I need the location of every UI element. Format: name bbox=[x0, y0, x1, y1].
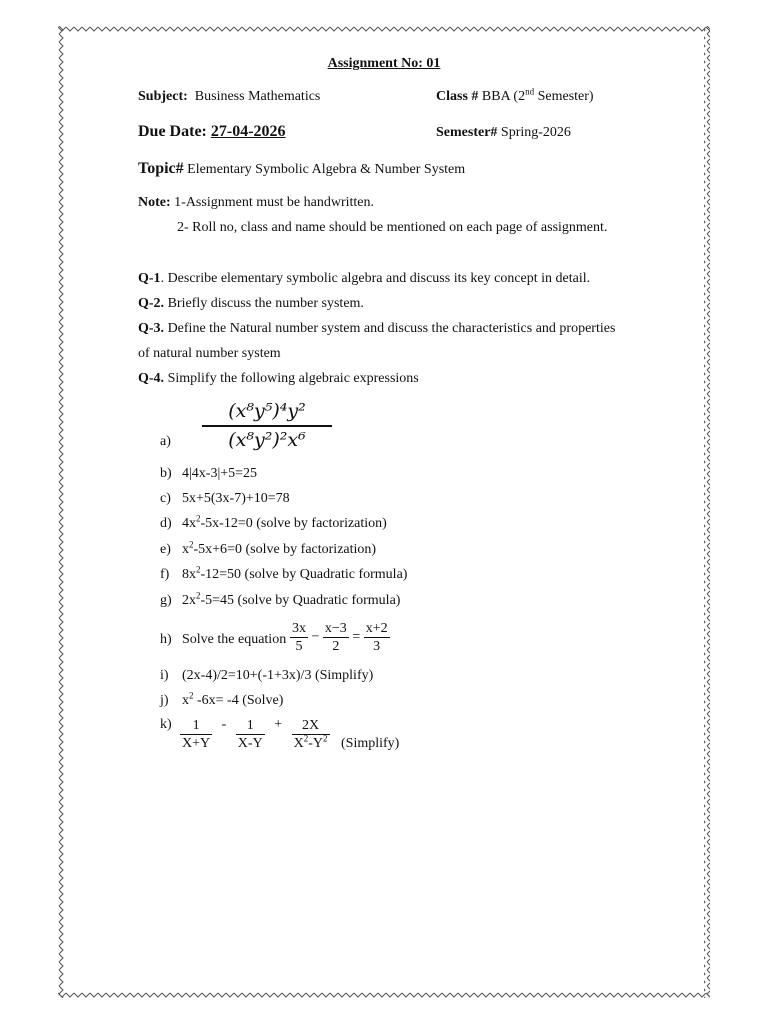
question-text: Simplify the following algebraic expressions bbox=[164, 371, 419, 386]
item-text: (2x-4)/2=10+(-1+3x)/3 (Simplify) bbox=[182, 668, 374, 683]
item-text: $2x^2-5=45$ (solve by Quadratic formula) bbox=[182, 590, 401, 608]
note-text-1: 1-Assignment must be handwritten. bbox=[174, 195, 375, 210]
topic-label: Topic# bbox=[138, 160, 184, 177]
item-a-numerator: (x⁸y⁵)⁴y² bbox=[228, 400, 306, 422]
question-3 bbox=[138, 321, 615, 337]
question-text: Define the Natural number system and discuss the characteristics and properties bbox=[164, 321, 616, 336]
note-text-2: 2- Roll no, class and name should be mentioned on each page of assignment. bbox=[177, 220, 608, 235]
note-line-1 bbox=[138, 195, 374, 211]
item-k-expression: $\frac{1}{X+Y}$ - $\frac{1}{X-Y}$ + $\frac{2X}{X^2-Y^2}$ (Simplify) bbox=[182, 717, 400, 751]
item-label: c) bbox=[160, 491, 171, 506]
class-label: Class # bbox=[436, 89, 479, 104]
item-k-tail: (Simplify) bbox=[341, 736, 400, 751]
question-label: Q-3. bbox=[138, 321, 165, 336]
item-e bbox=[160, 539, 377, 558]
subject-label: Subject: bbox=[138, 89, 188, 104]
fraction: $\frac{3x}{5}$ bbox=[292, 621, 306, 654]
fraction-bar bbox=[202, 425, 332, 427]
item-f bbox=[160, 564, 408, 583]
item-text: $8x^2-12=50$ (solve by Quadratic formula) bbox=[182, 564, 408, 582]
item-d bbox=[160, 513, 387, 532]
due-date-value: 27-04-2026 bbox=[210, 123, 286, 140]
item-label: g) bbox=[160, 593, 172, 608]
item-label: e) bbox=[160, 542, 171, 557]
question-4 bbox=[138, 371, 419, 387]
due-date-line bbox=[138, 123, 286, 141]
semester-line bbox=[436, 125, 571, 141]
item-label: f) bbox=[160, 567, 170, 582]
question-text: . Describe elementary symbolic algebra and discuss its key concept in detail. bbox=[160, 271, 591, 286]
semester-label: Semester# bbox=[436, 125, 498, 140]
item-k-label: k) bbox=[160, 717, 172, 732]
question-label: Q-1 bbox=[138, 271, 161, 286]
class-line bbox=[436, 86, 594, 105]
item-i bbox=[160, 668, 374, 684]
item-a-denominator: (x⁸y²)²x⁶ bbox=[228, 429, 306, 451]
item-text: $4x^2-5x-12=0$ (solve by factorization) bbox=[182, 513, 387, 531]
question-label: Q-2. bbox=[138, 296, 165, 311]
fraction: $\frac{x-3}{2}$ bbox=[324, 621, 347, 654]
question-3-continued: of natural number system bbox=[138, 346, 281, 361]
item-label: b) bbox=[160, 466, 172, 481]
item-text: 4|4x-3|+5=25 bbox=[182, 466, 258, 481]
semester-value: Spring-2026 bbox=[500, 125, 571, 140]
due-date-label: Due Date: bbox=[138, 123, 207, 140]
item-text: 5x+5(3x-7)+10=78 bbox=[182, 491, 290, 506]
subject-line bbox=[138, 89, 320, 105]
item-b bbox=[160, 466, 258, 482]
item-label: i) bbox=[160, 668, 169, 683]
item-label: j) bbox=[160, 693, 169, 708]
fraction: $\frac{1}{X+Y}$ bbox=[182, 718, 211, 751]
item-a-label: a) bbox=[160, 434, 171, 449]
fraction: $\frac{1}{X-Y}$ bbox=[237, 718, 263, 751]
item-text: $x^2-5x+6=0$ (solve by factorization) bbox=[182, 539, 377, 557]
note-label: Note: bbox=[138, 195, 171, 210]
item-c bbox=[160, 491, 290, 507]
fraction: $\frac{x+2}{3}$ bbox=[365, 621, 388, 654]
item-text: $x^2$ -6x= -4 (Solve) bbox=[182, 690, 284, 708]
item-h-equation: $\frac{3x}{5}$ − $\frac{x-3}{2}$ = $\frac{x+2}{3}$ bbox=[292, 621, 388, 654]
item-h-text: Solve the equation bbox=[182, 632, 287, 647]
question-1 bbox=[138, 271, 590, 287]
question-2 bbox=[138, 296, 364, 312]
assignment-title: Assignment No: 01 bbox=[327, 56, 441, 71]
question-text: Briefly discuss the number system. bbox=[164, 296, 364, 311]
subject-value: Business Mathematics bbox=[194, 89, 321, 104]
fraction: $\frac{2X}{X^2-Y^2}$ bbox=[293, 718, 328, 751]
question-label: Q-4. bbox=[138, 371, 165, 386]
item-j bbox=[160, 690, 284, 709]
class-value: BBA (2nd Semester) bbox=[481, 86, 594, 104]
item-h-label: h) bbox=[160, 632, 172, 647]
item-a-expression bbox=[202, 398, 332, 452]
item-label: d) bbox=[160, 516, 172, 531]
topic-line bbox=[138, 160, 465, 178]
item-g bbox=[160, 590, 401, 609]
topic-value: Elementary Symbolic Algebra & Number System bbox=[187, 162, 466, 177]
